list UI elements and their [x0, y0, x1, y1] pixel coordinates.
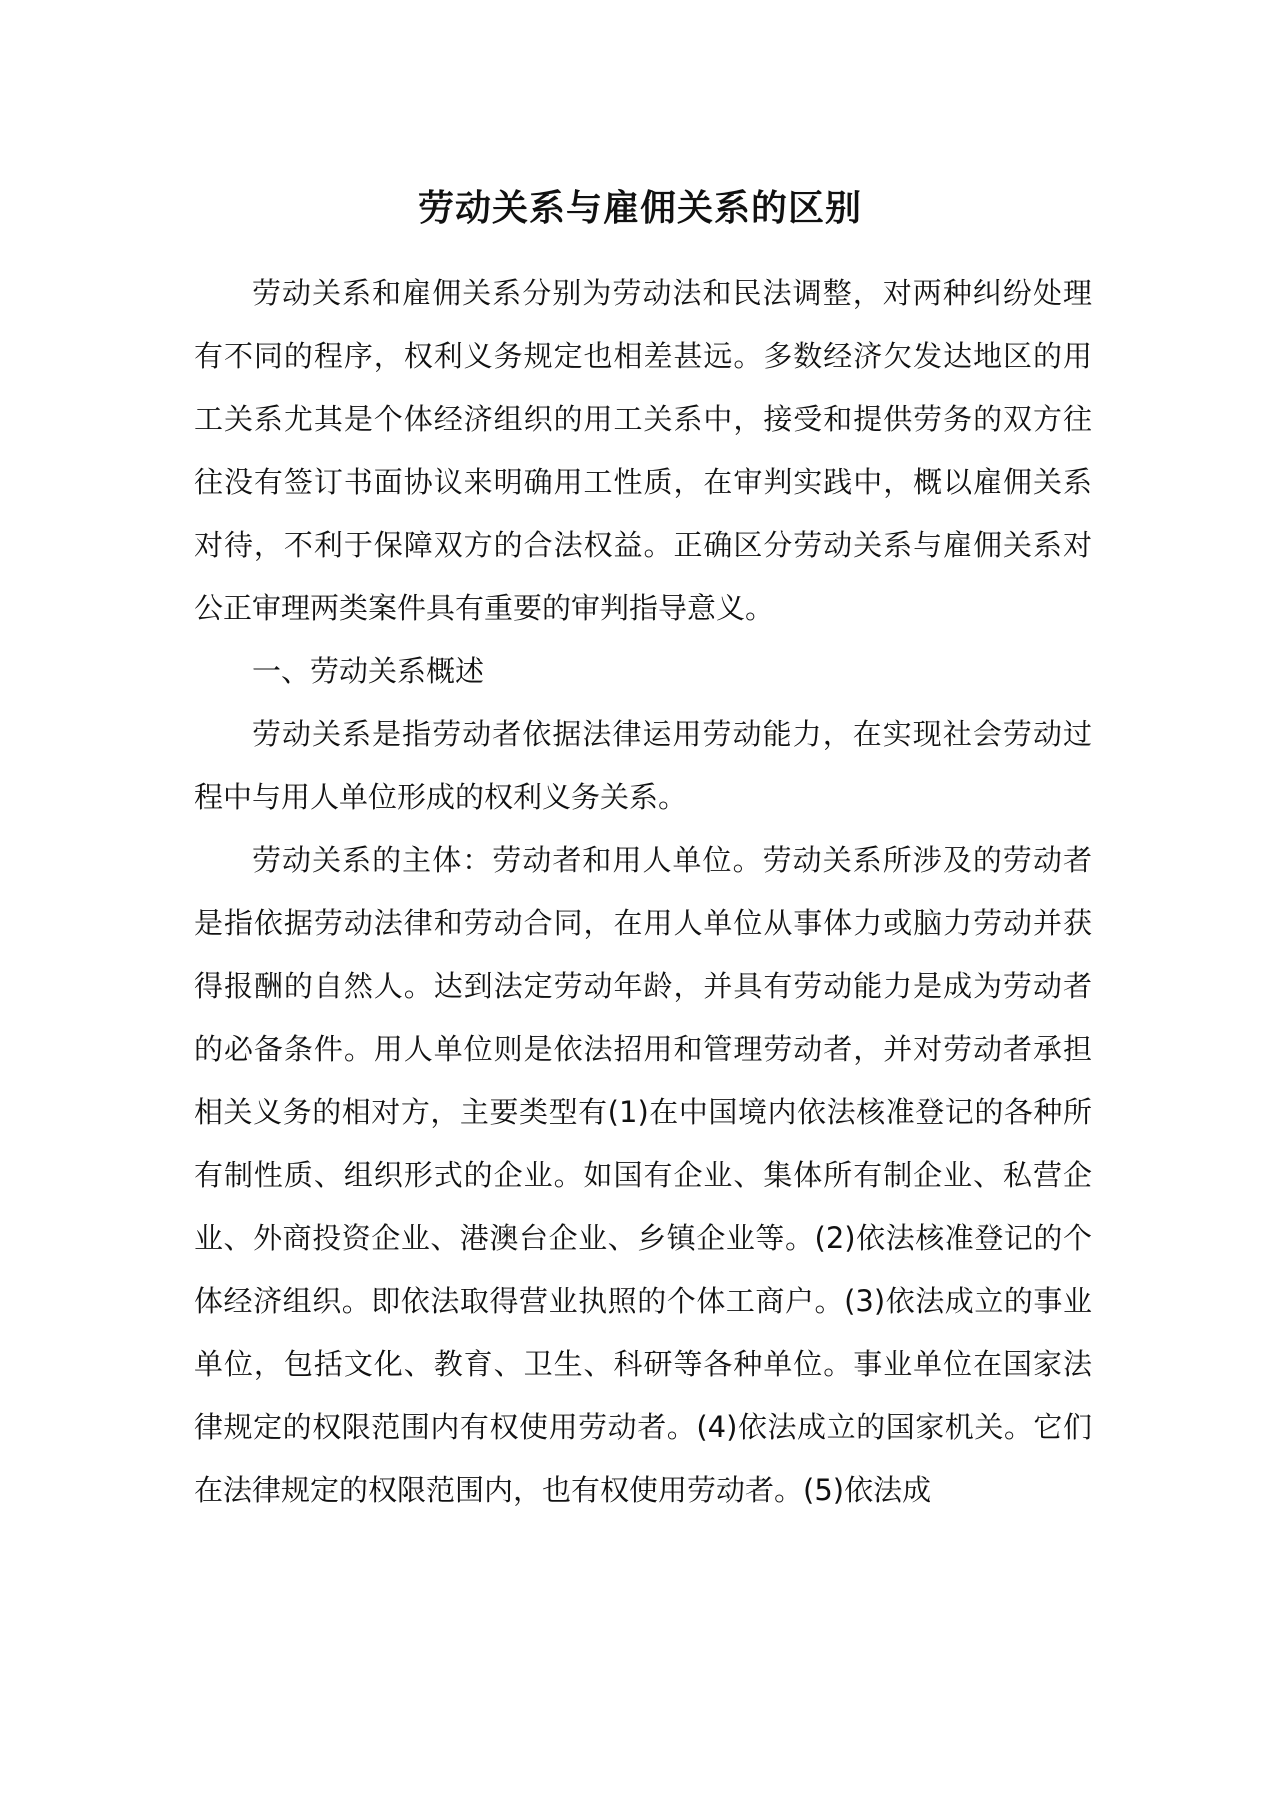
paragraph-subjects: 劳动关系的主体：劳动者和用人单位。劳动关系所涉及的劳动者是指依据劳动法律和劳动合同，在用人单位从事体力或脑力劳动并获得报酬的自然人。达到法定劳动年龄，并具有劳动能力是成为劳动者的必备条件。用人单位则是依法招用和管理劳动者，并对劳动者承担相关义务的相对方，主要类型有(1)在中国境内依法核准登记的各种所有制性质、组织形式的企业。如国有企业、集体所有制企业、私营企业、外商投资企业、港澳台企业、乡镇企业等。(2)依法核准登记的个体经济组织。即依法取得营业执照的个体工商户。(3)依法成立的事业单位，包括文化、教育、卫生、科研等各种单位。事业单位在国家法律规定的权限范围内有权使用劳动者。(4)依法成立的国家机关。它们在法律规定的权限范围内，也有权使用劳动者。(5)依法成: [194, 843, 1092, 1507]
document-title: 劳动关系与雇佣关系的区别: [417, 188, 862, 229]
document-body: [194, 262, 1092, 1522]
section-heading-1: 一、劳动关系概述: [252, 654, 485, 688]
paragraph-definition: 劳动关系是指劳动者依据法律运用劳动能力，在实现社会劳动过程中与用人单位形成的权利义务关系。: [194, 717, 1092, 814]
paragraph-intro: 劳动关系和雇佣关系分别为劳动法和民法调整，对两种纠纷处理有不同的程序，权利义务规定也相差甚远。多数经济欠发达地区的用工关系尤其是个体经济组织的用工关系中，接受和提供劳务的双方往往没有签订书面协议来明确用工性质，在审判实践中，概以雇佣关系对待，不利于保障双方的合法权益。正确区分劳动关系与雇佣关系对公正审理两类案件具有重要的审判指导意义。: [194, 276, 1092, 625]
